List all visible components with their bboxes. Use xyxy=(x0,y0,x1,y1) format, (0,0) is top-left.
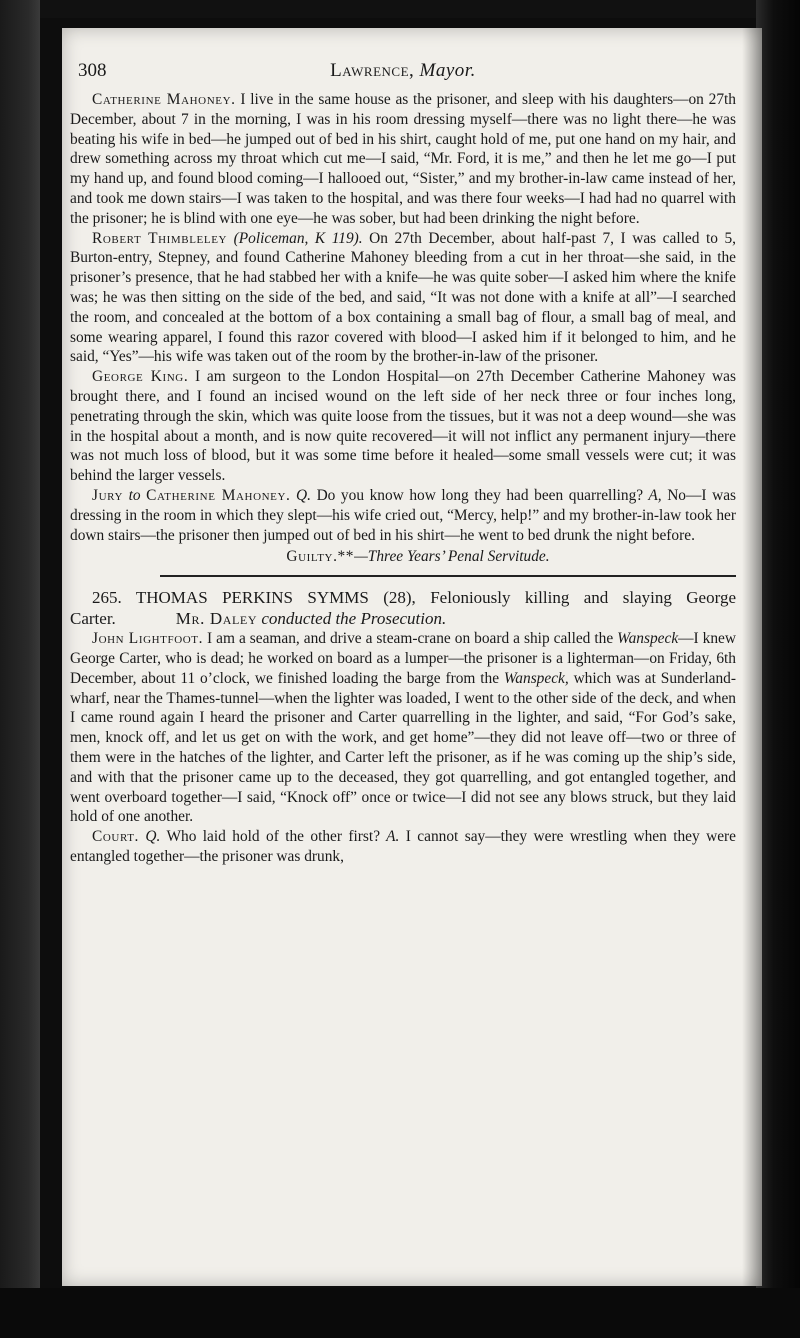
speaker-connector: to xyxy=(123,486,147,504)
testimony-paragraph xyxy=(70,90,736,229)
question-text: Do you know how long they had been quarrelling? xyxy=(311,486,644,504)
testimony-text: I live in the same house as the prisoner, and sleep with his daughters—on 27th December, about 7 in the morning, I was in his room dressing myself—there was no light there—he was beating his wife in bed—he jumped out of bed in his shirt, caught hold of me, put one hand on my hair, and drew something across my throat which cut me—I said, “Mr. Ford, it is me,” and then he let me go—I put my hand up, and found blood coming—I hallooed out, “Sister,” and my brother-in-law came instead of her, and took me down stairs—I was taken to the hospital, and was there four weeks—I had had no quarrel with the prisoner; he is blind with one eye—he was sober, but had been drinking the night before. xyxy=(70,91,737,227)
verdict-guilty: Guilty.** xyxy=(286,548,355,566)
testimony-paragraph xyxy=(70,486,736,545)
page-header xyxy=(70,60,736,90)
running-head xyxy=(70,60,736,82)
prosecutor-name: Mr. Daley xyxy=(175,609,258,629)
speaker-name: Catherine Mahoney. xyxy=(146,486,291,504)
scan-border-right xyxy=(756,0,800,1338)
question-label: Q. xyxy=(139,828,161,846)
page-content xyxy=(70,60,736,867)
speaker-name: George King. xyxy=(92,368,189,386)
testimony-paragraph xyxy=(70,827,736,867)
ship-name: Wanspeck xyxy=(617,630,679,648)
scan-border-left xyxy=(0,0,40,1338)
speaker-name: John Lightfoot. xyxy=(92,630,204,648)
verdict xyxy=(100,547,736,567)
running-head-title: Mayor. xyxy=(419,60,476,81)
testimony-paragraph xyxy=(70,367,736,486)
prosecution-line xyxy=(176,609,446,628)
speaker-name: Robert Thimbleley xyxy=(92,229,228,247)
speaker-name: Court. xyxy=(92,828,139,846)
question-label: Q. xyxy=(290,486,312,504)
testimony-paragraph xyxy=(70,629,736,827)
ship-name: Wanspeck, xyxy=(503,669,569,687)
section-divider xyxy=(160,575,736,577)
case-number: 265. xyxy=(92,588,122,608)
verdict-sentence: —Three Years’ Penal Servitude. xyxy=(354,548,550,566)
prosecution-note: conducted the Prosecution. xyxy=(257,609,447,629)
testimony-text: I am a seaman, and drive a steam-crane on board a ship called the xyxy=(203,630,618,648)
running-head-name: Lawrence, xyxy=(330,60,415,81)
answer-label: A. xyxy=(380,828,400,846)
scan-border-top xyxy=(0,0,800,18)
testimony-text: —I knew George Carter, who is dead; he worked on board as a lumper—the prisoner is a lighterman—on Friday, 6th December, about 11 o’clock, we finished loading the barge from the xyxy=(70,630,736,687)
scan-border-bottom xyxy=(0,1288,800,1338)
speaker-note: (Policeman, K 119). xyxy=(227,229,363,247)
testimony-text: which was at Sunderland-wharf, near the Thames-tunnel—when the lighter was loaded, I went to the other side of the deck, and when I came round again I heard the prisoner and Carter quarrelling in the lighter, and said, “For God’s sake, men, knock off, and let us get on with the work, and get home”—they did not leave off—two or three of them were in the hatches of the lighter, and Carter left the prisoner, as if he was coming up the ship’s side, and with that the prisoner came up to the deceased, they got quarrelling, and got entangled together, and went overboard together—I said, “Knock off” once or twice—I did not see any blows struck, but they laid hold of one another. xyxy=(70,669,736,826)
speaker-name: Catherine Mahoney. xyxy=(92,91,236,108)
testimony-text: On 27th December, about half-past 7, I was called to 5, Burton-entry, Stepney, and found Catherine Mahoney bleeding from a cut in her throat—she said, in the prisoner’s presence, that he had stabbed her with a knife—he was quite sober—I asked him where the knife was; he was then sitting on the side of the bed, and said, “It was not done with a knife at all”—I searched the room, and concealed at the bottom of a box containing a small bag of flour, a small bag of meal, and some wearing apparel, I found this razor covered with blood—I asked him if it belonged to him, and he said, “Yes”—his wife was taken out of the room by the brother-in-law of the prisoner. xyxy=(70,229,736,366)
testimony-paragraph xyxy=(70,229,736,368)
case-heading xyxy=(70,587,736,629)
speaker-name: Jury xyxy=(92,486,124,504)
page-number: 308 xyxy=(78,60,107,81)
case-title: THOMAS PERKINS SYMMS (28), Feloniously killing and slaying George Carter. xyxy=(70,588,736,629)
page-gutter-shadow xyxy=(742,28,762,1286)
answer-text: No—I was dressing in the room in which they slept—his wife cried out, “Mercy, help!” and my brother-in-law took her down stairs—the prisoner then jumped out of bed in his shirt—he went to bed drunk the night before. xyxy=(70,486,737,544)
testimony-text: I am surgeon to the London Hospital—on 27th December Catherine Mahoney was brought there, and I found an incised wound on the left side of her neck three or four inches long, penetrating through the skin, which was quite loose from the tissues, but it was not a deep wound—she was in the hospital about a month, and is now quite recovered—it will not inflict any permanent injury—there was not much loss of blood, but it was some time before it healed—some small vessels were cut; it was behind the larger vessels. xyxy=(70,368,736,485)
answer-label: A, xyxy=(643,486,662,504)
answer-text: I cannot say—they were wrestling when they were entangled together—the prisoner was drunk, xyxy=(70,828,736,865)
question-text: Who laid hold of the other first? xyxy=(160,828,381,846)
